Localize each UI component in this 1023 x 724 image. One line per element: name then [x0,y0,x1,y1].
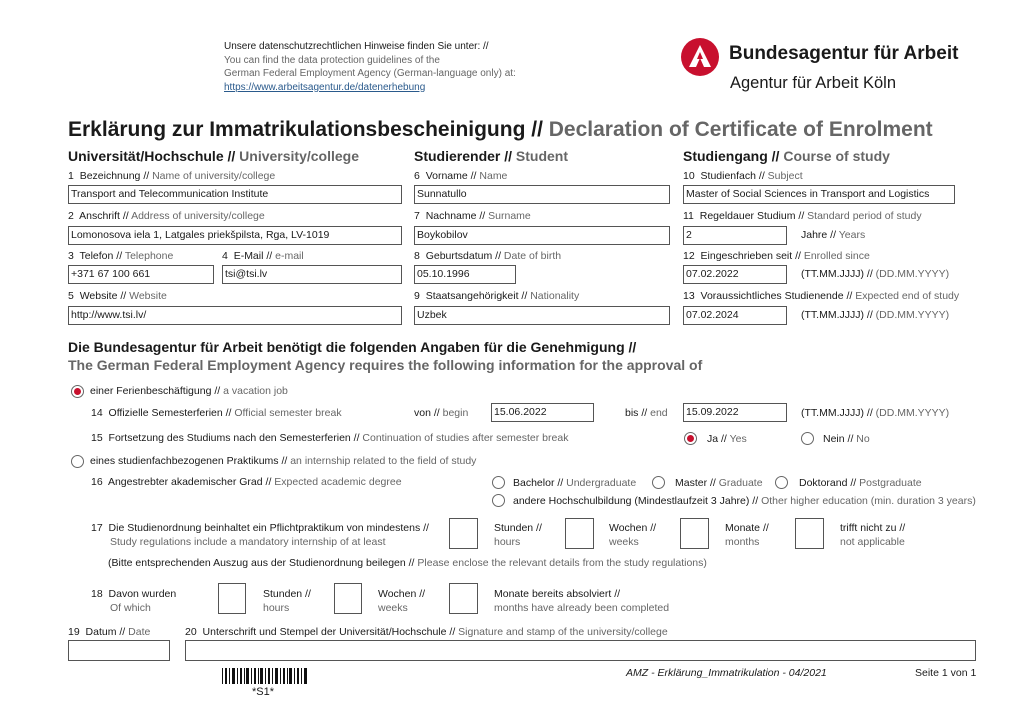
label-f20: 20 Unterschrift und Stempel der Universität/Hochschule // Signature and stamp of the university/college [185,626,668,638]
regulations-note: (Bitte entsprechenden Auszug aus der Studienordnung beilegen // Please enclose the relevant details from the study regulations) [108,557,707,569]
vacation-job-radio[interactable] [71,385,84,398]
mandatory-months-label: Monate // months [725,522,769,548]
signature-field[interactable] [185,640,976,661]
barcode [222,668,308,684]
degree-master-label: Master // Graduate [675,477,763,489]
privacy-link[interactable]: https://www.arbeitsagentur.de/datenerhebung [224,81,426,93]
label-f3: 3 Telefon // Telephone [68,250,174,262]
break-format-hint: (TT.MM.JJJJ) // (DD.MM.YYYY) [801,407,950,419]
vacation-job-label: einer Ferienbeschäftigung // a vacation job [90,385,288,397]
telephone-field[interactable]: +371 67 100 661 [68,265,214,284]
not-applicable-label: trifft nicht zu // not applicable [840,522,906,548]
completed-weeks-label: Wochen // weeks [378,588,426,614]
privacy-line-2: You can find the data protection guidelines of the [224,54,440,66]
label-f13: 13 Voraussichtliches Studienende // Expected end of study [683,290,960,302]
break-to-field[interactable]: 15.09.2022 [683,403,787,422]
continuation-no-radio[interactable] [801,432,814,445]
completed-months-label: Monate bereits absolviert // months have already been completed [494,588,670,614]
email-field[interactable]: tsi@tsi.lv [222,265,402,284]
mandatory-hours-label: Stunden // hours [494,522,542,548]
label-f14: 14 Offizielle Semesterferien // Official semester break [91,407,342,419]
label-f11: 11 Regeldauer Studium // Standard period of study [683,210,922,222]
brand-office: Agentur für Arbeit Köln [730,74,897,92]
completed-weeks-box[interactable] [334,583,362,614]
university-address-field[interactable]: Lomonosova iela 1, Latgales priekšpilsta, Rga, LV-1019 [68,226,402,245]
form-id: AMZ - Erklärung_Immatrikulation - 04/2021 [626,667,827,679]
study-period-field[interactable]: 2 [683,226,787,245]
break-to-label: bis // end [625,407,668,419]
completed-hours-box[interactable] [218,583,246,614]
break-from-label: von // begin [414,407,469,419]
label-f18: 18 Davon wurden Of which [91,588,177,614]
degree-other-label: andere Hochschulbildung (Mindestlaufzeit 3 Jahre) // Other higher education (min. duration 3 years) [513,495,976,507]
internship-label: eines studienfachbezogenen Praktikums // an internship related to the field of study [90,455,477,467]
completed-hours-label: Stunden // hours [263,588,311,614]
label-f4: 4 E-Mail // e-mail [222,250,304,262]
section-university: Universität/Hochschule // University/college [68,148,359,164]
privacy-notice [224,40,516,94]
title-en: Declaration of Certificate of Enrolment [548,118,933,141]
degree-master-radio[interactable] [652,476,665,489]
surname-field[interactable]: Boykobilov [414,226,670,245]
privacy-line-3: German Federal Employment Agency (German-language only) at: [224,68,516,79]
title-de: Erklärung zur Immatrikulationsbescheinigung [68,118,526,141]
mandatory-hours-box[interactable] [449,518,478,549]
internship-radio[interactable] [71,455,84,468]
label-f17: 17 Die Studienordnung beinhaltet ein Pflichtpraktikum von mindestens // Study regulations include a mandatory internship of at least [91,522,429,548]
label-f2: 2 Anschrift // Address of university/college [68,210,265,222]
label-f5: 5 Website // Website [68,290,167,302]
expected-end-format-hint: (TT.MM.JJJJ) // (DD.MM.YYYY) [801,309,950,321]
label-f1: 1 Bezeichnung // Name of university/college [68,170,276,182]
barcode-text: *S1* [252,686,275,698]
brand-name: Bundesagentur für Arbeit [729,43,959,64]
mandatory-weeks-box[interactable] [565,518,594,549]
study-period-unit: Jahre // Years [801,229,866,241]
label-f9: 9 Staatsangehörigkeit // Nationality [414,290,580,302]
continuation-no-label: Nein // No [823,433,870,445]
title-sep: // [525,118,549,141]
privacy-line-1: Unsere datenschutzrechtlichen Hinweise finden Sie unter: // [224,41,489,52]
degree-bachelor-radio[interactable] [492,476,505,489]
expected-end-field[interactable]: 07.02.2024 [683,306,787,325]
label-f6: 6 Vorname // Name [414,170,508,182]
university-name-field[interactable]: Transport and Telecommunication Institute [68,185,402,204]
ba-logo-icon [680,37,720,77]
date-field[interactable] [68,640,170,661]
website-field[interactable]: http://www.tsi.lv/ [68,306,402,325]
nationality-field[interactable]: Uzbek [414,306,670,325]
not-applicable-box[interactable] [795,518,824,549]
subject-field[interactable]: Master of Social Sciences in Transport and Logistics [683,185,955,204]
approval-heading-en: The German Federal Employment Agency requires the following information for the approval of [68,357,703,373]
label-f15: 15 Fortsetzung des Studiums nach den Semesterferien // Continuation of studies after semester break [91,432,569,444]
degree-other-radio[interactable] [492,494,505,507]
mandatory-months-box[interactable] [680,518,709,549]
continuation-yes-label: Ja // Yes [707,433,747,445]
enrolled-format-hint: (TT.MM.JJJJ) // (DD.MM.YYYY) [801,268,950,280]
degree-doctor-label: Doktorand // Postgraduate [799,477,922,489]
section-student: Studierender // Student [414,148,569,164]
degree-bachelor-label: Bachelor // Undergraduate [513,477,637,489]
label-f12: 12 Eingeschrieben seit // Enrolled since [683,250,870,262]
birthdate-field[interactable]: 05.10.1996 [414,265,516,284]
label-f7: 7 Nachname // Surname [414,210,531,222]
label-f10: 10 Studienfach // Subject [683,170,803,182]
label-f16: 16 Angestrebter akademischer Grad // Expected academic degree [91,476,402,488]
approval-heading-de: Die Bundesagentur für Arbeit benötigt die folgenden Angaben für die Genehmigung // [68,339,637,355]
label-f8: 8 Geburtsdatum // Date of birth [414,250,562,262]
barcode-icon [222,668,308,684]
enrolled-since-field[interactable]: 07.02.2022 [683,265,787,284]
mandatory-weeks-label: Wochen // weeks [609,522,657,548]
break-from-field[interactable]: 15.06.2022 [491,403,594,422]
continuation-yes-radio[interactable] [684,432,697,445]
brand-logo [680,37,720,77]
completed-months-box[interactable] [449,583,478,614]
label-f19: 19 Datum // Date [68,626,151,638]
section-course: Studiengang // Course of study [683,148,890,164]
page-title [68,118,933,142]
degree-doctor-radio[interactable] [775,476,788,489]
page-number: Seite 1 von 1 [915,667,977,679]
first-name-field[interactable]: Sunnatullo [414,185,670,204]
